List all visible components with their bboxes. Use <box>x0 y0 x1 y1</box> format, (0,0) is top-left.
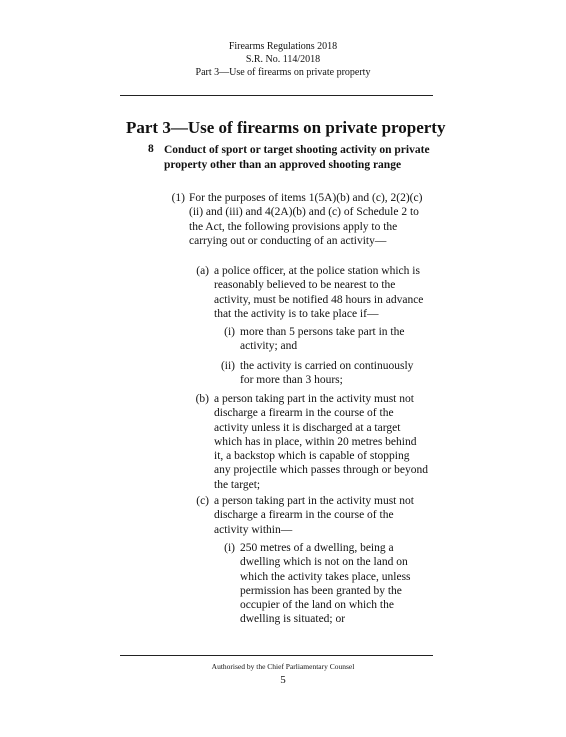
paragraph-a-text: a police officer, at the police station which is reasonably believed to be nearest to the activity, must be notified 48 hours in advance that the activity is to take place if— <box>214 265 424 320</box>
paragraph-b-label: (b) <box>195 393 209 405</box>
paragraph-c-text: a person taking part in the activity must not discharge a firearm in the course of the activity within— <box>214 495 414 536</box>
footer-rule <box>120 655 433 656</box>
part-title: Part 3—Use of firearms on private property <box>126 118 446 137</box>
paragraph-c-i-label: (i) <box>224 542 235 554</box>
running-header-part: Part 3—Use of firearms on private property <box>195 67 371 78</box>
paragraph-c-label: (c) <box>196 495 209 507</box>
page-number: 5 <box>280 674 286 686</box>
paragraph-c-i-text: 250 metres of a dwelling, being a dwelling which is not on the land on which the activity takes place, unless permission has been granted by the occupier of the land on which the dwelling is situated; or <box>240 542 411 626</box>
footer-authorised: Authorised by the Chief Parliamentary Counsel <box>211 662 355 671</box>
running-header-sr-number: S.R. No. 114/2018 <box>245 54 321 65</box>
section-number: 8 <box>148 143 154 155</box>
paragraph-a-i-text: more than 5 persons take part in the activity; and <box>240 326 405 353</box>
paragraph-b-text: a person taking part in the activity must not discharge a firearm in the course of the activity unless it is discharged at a target which has in place, within 20 metres behind it, a backstop which is capable of stopping any projectile which passes through or beyond the target; <box>214 393 428 491</box>
subsection-label: (1) <box>171 192 185 204</box>
paragraph-a-label: (a) <box>196 265 209 277</box>
header-rule <box>120 95 433 96</box>
paragraph-a-ii-text: the activity is carried on continuously for more than 3 hours; <box>240 360 414 387</box>
section-heading: Conduct of sport or target shooting activity on private property other than an approved shooting range <box>164 144 430 171</box>
running-header-title: Firearms Regulations 2018 <box>228 41 338 52</box>
paragraph-a-i-label: (i) <box>224 326 235 338</box>
subsection-text: For the purposes of items 1(5A)(b) and (c), 2(2)(c)(ii) and (iii) and 4(2A)(b) and (c) of Schedule 2 to the Act, the following provisions apply to the carrying out or conducting of an activity— <box>189 192 423 247</box>
paragraph-a-ii-label: (ii) <box>220 360 235 372</box>
